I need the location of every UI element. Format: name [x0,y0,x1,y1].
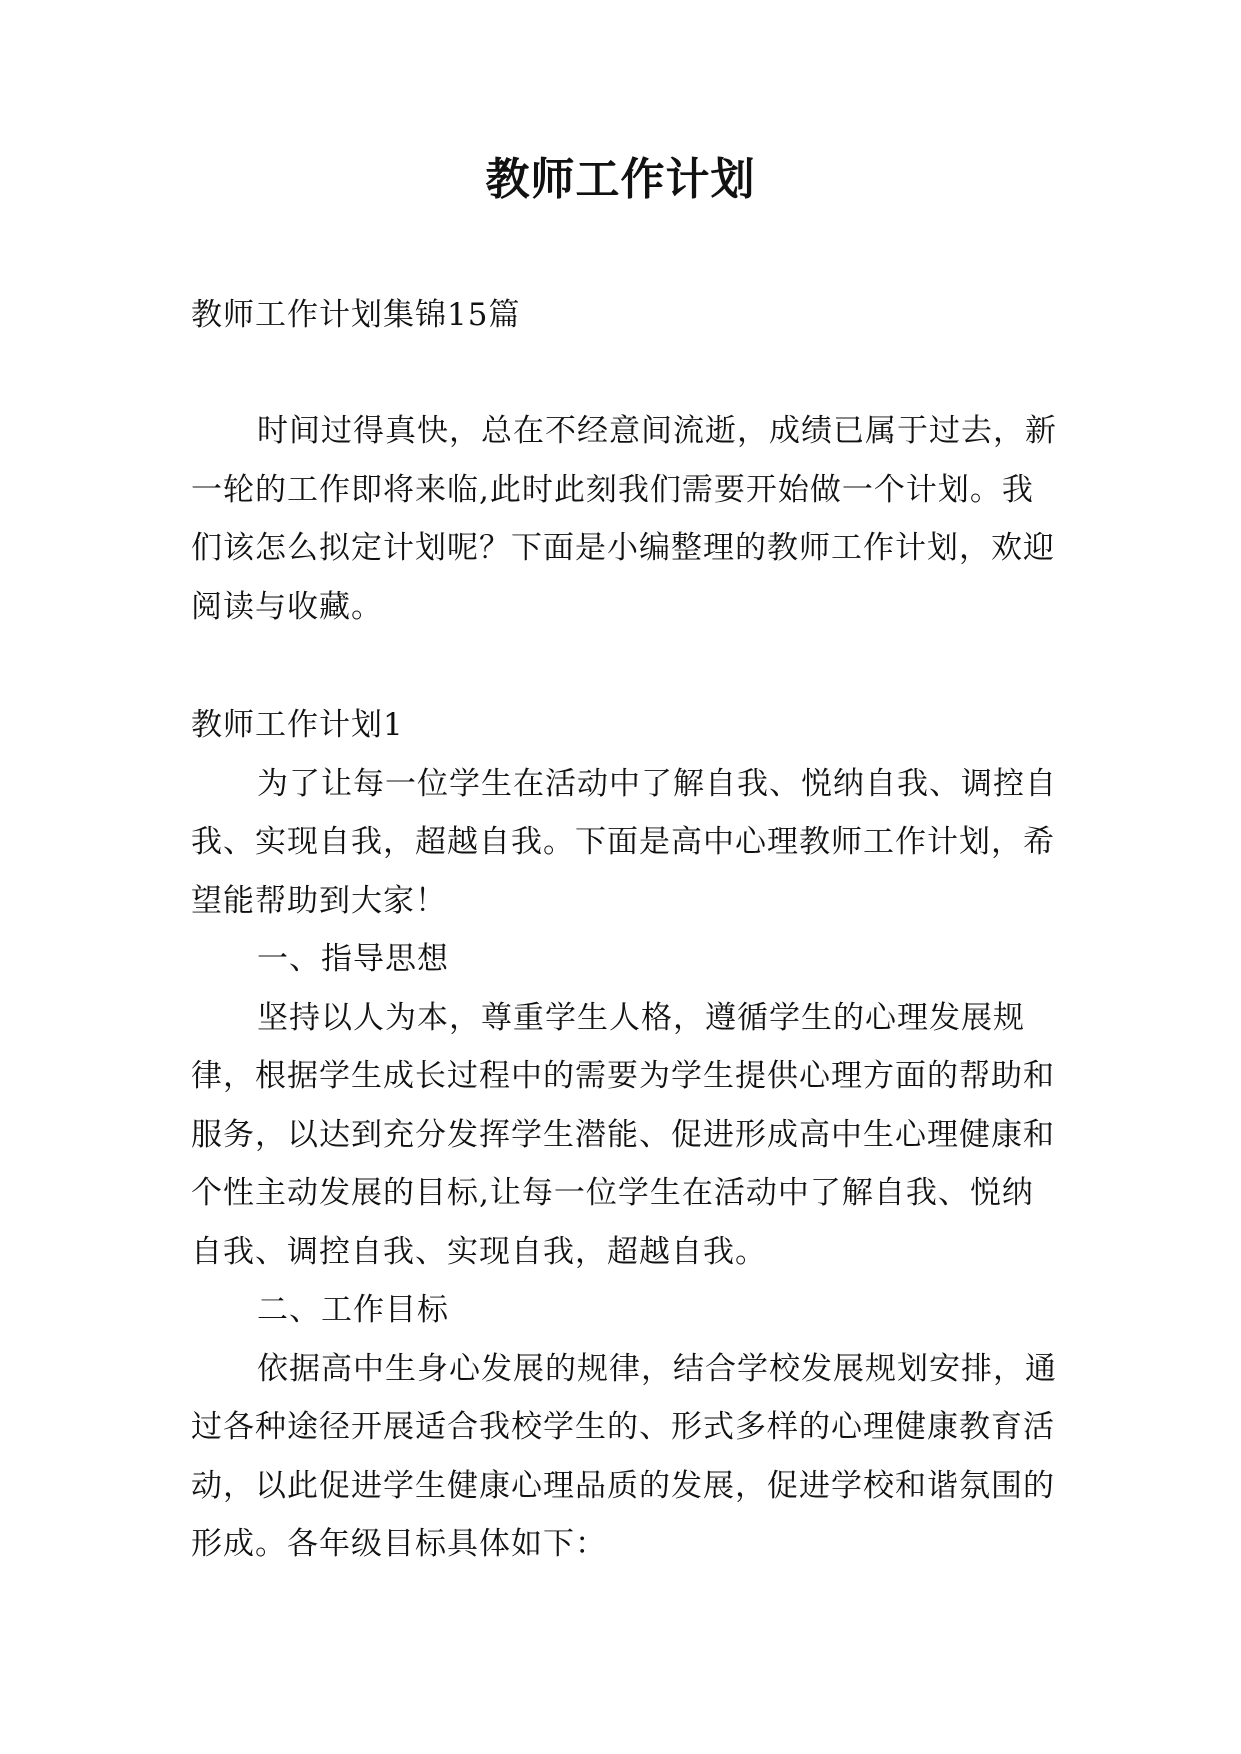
section-paragraph: 坚持以人为本，尊重学生人格，遵循学生的心理发展规律，根据学生成长过程中的需要为学生提供心理方面的帮助和服务，以达到充分发挥学生潜能、促进形成高中生心理健康和个性主动发展的目标,让每一位学生在活动中了解自我、悦纳自我、调控自我、实现自我，超越自我。 [191,999,1055,1270]
section-paragraph: 为了让每一位学生在活动中了解自我、悦纳自我、调控自我、实现自我，超越自我。下面是高中心理教师工作计划，希望能帮助到大家！ [191,765,1057,919]
section-heading-guiding-ideology: 一、指导思想 [257,941,449,977]
section-paragraph: 依据高中生身心发展的规律，结合学校发展规划安排，通过各种途径开展适合我校学生的、形式多样的心理健康教育活动，以此促进学生健康心理品质的发展，促进学校和谐氛围的形成。各年级目标具体如下： [191,1350,1057,1562]
section-1 [191,696,1061,1574]
section-title: 教师工作计划1 [191,707,404,743]
section-heading-work-goals: 二、工作目标 [257,1292,449,1328]
document-subtitle: 教师工作计划集锦15篇 [191,297,521,333]
intro-paragraph: 时间过得真快，总在不经意间流逝，成绩已属于过去，新一轮的工作即将来临,此时此刻我们需要开始做一个计划。我们该怎么拟定计划呢？下面是小编整理的教师工作计划，欢迎阅读与收藏。 [191,413,1057,625]
document-title: 教师工作计划 [485,154,756,205]
